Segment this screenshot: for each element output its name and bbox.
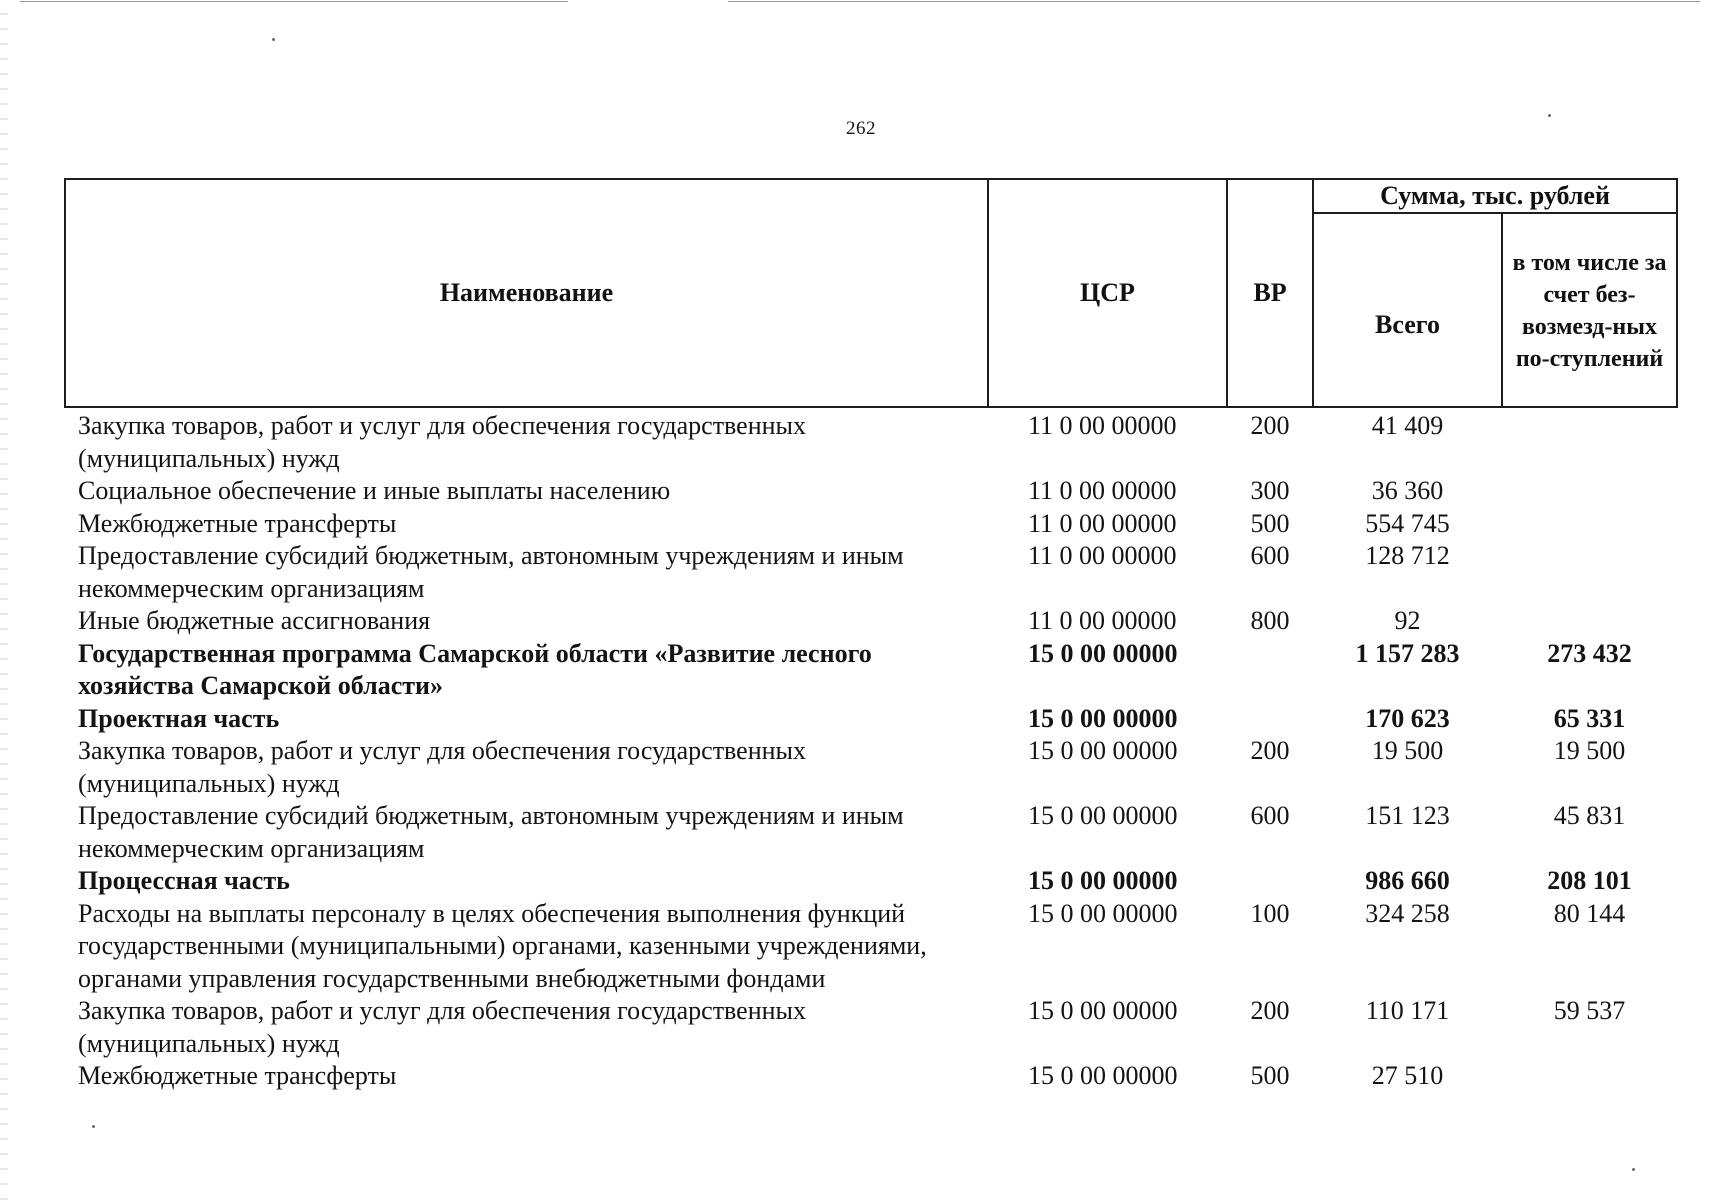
row-vr: 200 xyxy=(1250,996,1290,1025)
table-row xyxy=(65,995,1677,1060)
table-row xyxy=(65,540,1677,605)
row-name: Предоставление субсидий бюджетным, автономным учреждениям и иным некоммерческим организациям xyxy=(78,541,904,603)
table-row xyxy=(65,638,1677,703)
table-row xyxy=(65,605,1677,638)
row-csr: 15 0 00 00000 xyxy=(1028,898,1178,928)
row-total: 170 623 xyxy=(1365,703,1450,733)
row-vr: 300 xyxy=(1250,476,1290,505)
row-csr: 11 0 00 00000 xyxy=(1028,411,1177,440)
table-row xyxy=(65,407,1677,475)
row-gratuitous xyxy=(1502,475,1677,508)
table-row xyxy=(65,703,1677,736)
row-gratuitous xyxy=(1502,540,1677,605)
row-gratuitous xyxy=(1502,605,1677,638)
scan-speck xyxy=(272,38,275,41)
row-total: 128 712 xyxy=(1365,541,1450,570)
row-gratuitous: 59 537 xyxy=(1553,996,1626,1025)
row-name: Социальное обеспечение и иные выплаты населению xyxy=(78,476,671,505)
row-gratuitous: 65 331 xyxy=(1553,703,1626,733)
scan-left-margin xyxy=(0,0,8,1200)
row-name: Закупка товаров, работ и услуг для обеспечения государственных (муниципальных) нужд xyxy=(78,411,807,473)
row-total: 151 123 xyxy=(1365,801,1450,830)
row-csr: 11 0 00 00000 xyxy=(1028,606,1177,635)
row-name: Закупка товаров, работ и услуг для обеспечения государственных (муниципальных) нужд xyxy=(78,996,807,1058)
row-vr: 100 xyxy=(1250,898,1290,928)
budget-table xyxy=(64,178,1678,1093)
row-vr xyxy=(1227,638,1313,703)
scan-edge-line xyxy=(20,1,1700,2)
row-total: 324 258 xyxy=(1365,898,1450,928)
row-gratuitous: 80 144 xyxy=(1553,898,1626,928)
row-gratuitous xyxy=(1502,1060,1677,1093)
scan-speck xyxy=(1548,114,1551,117)
header-total: Всего xyxy=(1313,213,1502,407)
row-gratuitous xyxy=(1502,407,1677,475)
row-total: 554 745 xyxy=(1365,508,1450,538)
header-vr: ВР xyxy=(1227,179,1313,407)
row-csr: 11 0 00 00000 xyxy=(1028,541,1177,570)
header-csr: ЦСР xyxy=(988,179,1227,407)
table-row xyxy=(65,800,1677,865)
row-csr: 15 0 00 00000 xyxy=(1028,638,1178,668)
row-gratuitous: 208 101 xyxy=(1547,866,1632,895)
row-total: 36 360 xyxy=(1371,476,1444,505)
row-name: Межбюджетные трансферты xyxy=(78,508,397,538)
row-vr: 600 xyxy=(1250,541,1290,570)
row-vr xyxy=(1227,865,1313,898)
row-total: 1 157 283 xyxy=(1355,638,1460,668)
row-name: Процессная часть xyxy=(78,866,290,895)
table-row xyxy=(65,508,1677,541)
row-name: Иные бюджетные ассигнования xyxy=(78,606,431,635)
table-body xyxy=(65,407,1677,1093)
table-row xyxy=(65,865,1677,898)
row-total: 92 xyxy=(1394,606,1421,635)
scan-speck xyxy=(92,1125,95,1128)
row-vr: 200 xyxy=(1250,736,1290,765)
row-vr: 500 xyxy=(1250,508,1290,538)
row-name: Межбюджетные трансферты xyxy=(78,1061,397,1090)
header-name: Наименование xyxy=(65,179,988,407)
row-total: 41 409 xyxy=(1371,411,1444,440)
row-csr: 15 0 00 00000 xyxy=(1028,996,1178,1025)
row-gratuitous xyxy=(1502,508,1677,541)
page-number: 262 xyxy=(846,118,876,139)
scan-speck xyxy=(1632,1168,1635,1171)
row-total: 986 660 xyxy=(1365,866,1450,895)
table-row xyxy=(65,475,1677,508)
row-total: 110 171 xyxy=(1365,996,1450,1025)
row-total: 27 510 xyxy=(1371,1061,1444,1090)
row-name: Расходы на выплаты персоналу в целях обеспечения выполнения функций государственными (муниципальными) органами, казенными учреждениями, органами управления государственными внебюджетными фондами xyxy=(78,898,927,993)
row-csr: 15 0 00 00000 xyxy=(1028,801,1178,830)
row-total: 19 500 xyxy=(1371,736,1444,765)
row-vr: 200 xyxy=(1250,411,1290,440)
table-row xyxy=(65,1060,1677,1093)
row-csr: 15 0 00 00000 xyxy=(1028,1061,1178,1090)
row-csr: 11 0 00 00000 xyxy=(1028,508,1177,538)
row-gratuitous: 19 500 xyxy=(1553,736,1626,765)
table-row xyxy=(65,898,1677,996)
table-row xyxy=(65,735,1677,800)
row-gratuitous: 45 831 xyxy=(1553,801,1626,830)
row-name: Предоставление субсидий бюджетным, автономным учреждениям и иным некоммерческим организациям xyxy=(78,801,904,863)
header-sum-group: Сумма, тыс. рублей xyxy=(1313,179,1677,213)
row-vr: 800 xyxy=(1250,606,1290,635)
row-name: Проектная часть xyxy=(78,703,280,733)
row-csr: 15 0 00 00000 xyxy=(1028,703,1178,733)
row-name: Закупка товаров, работ и услуг для обеспечения государственных (муниципальных) нужд xyxy=(78,736,807,798)
row-csr: 15 0 00 00000 xyxy=(1028,866,1178,895)
table-header xyxy=(65,179,1677,407)
row-csr: 15 0 00 00000 xyxy=(1028,736,1178,765)
row-name: Государственная программа Самарской области «Развитие лесного хозяйства Самарской области» xyxy=(78,638,872,700)
row-gratuitous: 273 432 xyxy=(1547,638,1632,668)
row-vr: 500 xyxy=(1250,1061,1290,1090)
row-csr: 11 0 00 00000 xyxy=(1028,476,1177,505)
header-gratuitous: в том числе за счет без-возмезд-ных по-ступлений xyxy=(1502,213,1677,407)
row-vr xyxy=(1227,703,1313,736)
row-vr: 600 xyxy=(1250,801,1290,830)
